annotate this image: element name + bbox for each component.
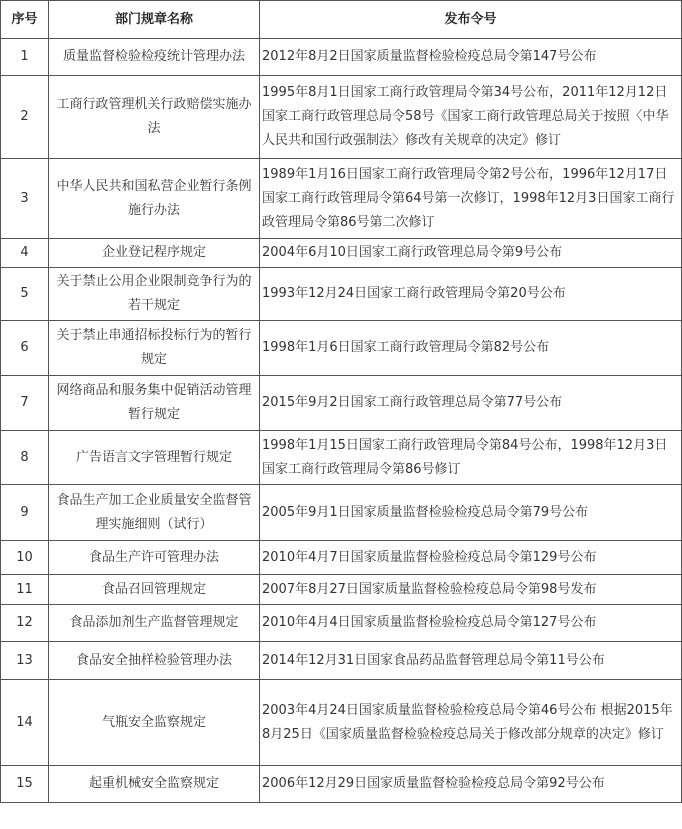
row-number: 13 — [1, 642, 49, 680]
table-row — [1, 766, 682, 803]
release-order: 2005年9月1日国家质量监督检验检疫总局令第79号公布 — [260, 485, 682, 541]
row-number: 4 — [1, 239, 49, 268]
release-order: 2006年12月29日国家质量监督检验检疫总局令第92号公布 — [260, 766, 682, 803]
regulation-name: 食品生产加工企业质量安全监督管理实施细则（试行） — [49, 485, 260, 541]
row-number: 15 — [1, 766, 49, 803]
release-order: 1998年1月15日国家工商行政管理局令第84号公布，1998年12月3日国家工商行政管理局令第86号修订 — [260, 431, 682, 485]
release-order: 1995年8月1日国家工商行政管理局令第34号公布，2011年12月12日国家工商行政管理总局令58号《国家工商行政管理总局关于按照〈中华人民共和国行政强制法〉修改有关规章的决定》修订 — [260, 76, 682, 159]
table-row — [1, 431, 682, 485]
release-order: 1993年12月24日国家工商行政管理局令第20号公布 — [260, 268, 682, 321]
table-row — [1, 376, 682, 431]
regulation-name: 中华人民共和国私营企业暂行条例施行办法 — [49, 159, 260, 239]
row-number: 1 — [1, 39, 49, 76]
row-number: 9 — [1, 485, 49, 541]
header-order: 发布令号 — [260, 1, 682, 39]
regulation-name: 食品安全抽样检验管理办法 — [49, 642, 260, 680]
regulation-name: 食品添加剂生产监督管理规定 — [49, 605, 260, 642]
row-number: 6 — [1, 321, 49, 376]
row-number: 12 — [1, 605, 49, 642]
regulation-name: 关于禁止串通招标投标行为的暂行规定 — [49, 321, 260, 376]
release-order: 2014年12月31日国家食品药品监督管理总局令第11号公布 — [260, 642, 682, 680]
row-number: 14 — [1, 680, 49, 766]
release-order: 1998年1月6日国家工商行政管理局令第82号公布 — [260, 321, 682, 376]
table-row — [1, 159, 682, 239]
table-row — [1, 239, 682, 268]
table-row — [1, 605, 682, 642]
row-number: 10 — [1, 541, 49, 575]
release-order: 2010年4月7日国家质量监督检验检疫总局令第129号公布 — [260, 541, 682, 575]
table-row — [1, 268, 682, 321]
table-row — [1, 575, 682, 605]
header-no: 序号 — [1, 1, 49, 39]
table-row — [1, 642, 682, 680]
regulation-name: 起重机械安全监察规定 — [49, 766, 260, 803]
regulation-name: 食品召回管理规定 — [49, 575, 260, 605]
row-number: 8 — [1, 431, 49, 485]
row-number: 11 — [1, 575, 49, 605]
release-order: 2010年4月4日国家质量监督检验检疫总局令第127号公布 — [260, 605, 682, 642]
table-row — [1, 485, 682, 541]
regulation-name: 质量监督检验检疫统计管理办法 — [49, 39, 260, 76]
release-order: 2015年9月2日国家工商行政管理总局令第77号公布 — [260, 376, 682, 431]
row-number: 3 — [1, 159, 49, 239]
table-row — [1, 39, 682, 76]
regulation-name: 广告语言文字管理暂行规定 — [49, 431, 260, 485]
release-order: 2007年8月27日国家质量监督检验检疫总局令第98号发布 — [260, 575, 682, 605]
regulation-name: 网络商品和服务集中促销活动管理暂行规定 — [49, 376, 260, 431]
table-row — [1, 321, 682, 376]
table-row — [1, 76, 682, 159]
header-name: 部门规章名称 — [49, 1, 260, 39]
regulation-name: 企业登记程序规定 — [49, 239, 260, 268]
regulation-name: 工商行政管理机关行政赔偿实施办法 — [49, 76, 260, 159]
release-order: 2003年4月24日国家质量监督检验检疫总局令第46号公布 根据2015年8月25日《国家质量监督检验检疫总局关于修改部分规章的决定》修订 — [260, 680, 682, 766]
release-order: 2012年8月2日国家质量监督检验检疫总局令第147号公布 — [260, 39, 682, 76]
regulation-name: 食品生产许可管理办法 — [49, 541, 260, 575]
row-number: 2 — [1, 76, 49, 159]
row-number: 5 — [1, 268, 49, 321]
release-order: 2004年6月10日国家工商行政管理总局令第9号公布 — [260, 239, 682, 268]
table-row — [1, 541, 682, 575]
regulation-name: 气瓶安全监察规定 — [49, 680, 260, 766]
table-row — [1, 680, 682, 766]
release-order: 1989年1月16日国家工商行政管理局令第2号公布，1996年12月17日国家工商行政管理局令第64号第一次修订，1998年12月3日国家工商行政管理局令第86号第二次修订 — [260, 159, 682, 239]
header-row — [1, 1, 682, 39]
row-number: 7 — [1, 376, 49, 431]
regulation-name: 关于禁止公用企业限制竞争行为的若干规定 — [49, 268, 260, 321]
